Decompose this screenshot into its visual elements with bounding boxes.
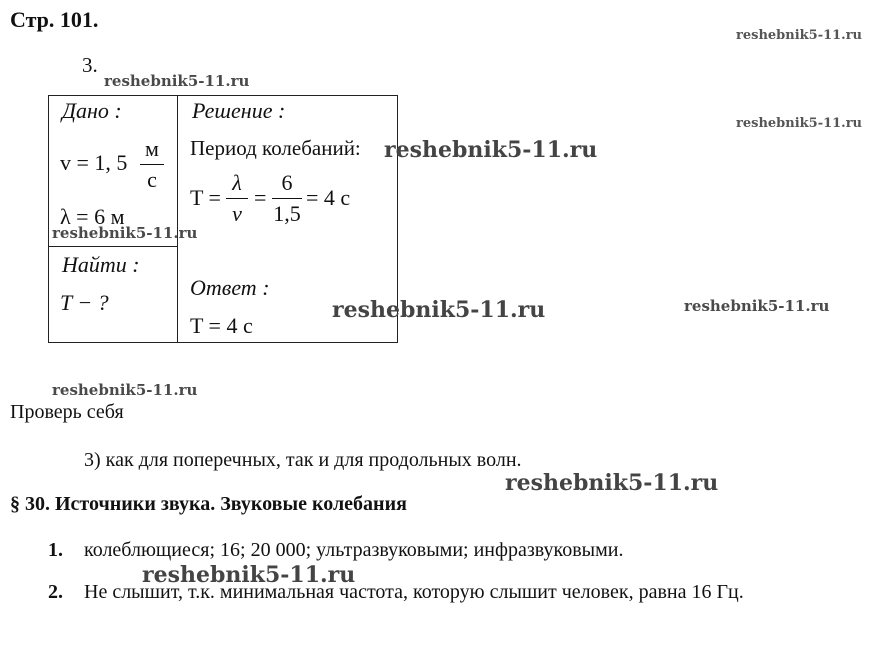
- fraction-bar: [226, 198, 248, 199]
- velocity-unit-fraction: [140, 136, 164, 193]
- list-item-text: колеблющиеся; 16; 20 000; ультразвуковыми; инфразвуковыми.: [84, 539, 624, 561]
- check-answer: 3) как для поперечных, так и для продольных волн.: [84, 449, 522, 471]
- check-title: Проверь себя: [10, 401, 124, 423]
- watermark: reshebnik5-11.ru: [384, 137, 598, 163]
- watermark: reshebnik5-11.ru: [505, 470, 719, 496]
- find-label: Найти :: [62, 252, 140, 277]
- watermark: reshebnik5-11.ru: [332, 297, 546, 323]
- formula-fraction-1: [226, 170, 248, 227]
- task-number: 3.: [82, 53, 98, 77]
- watermark: reshebnik5-11.ru: [684, 297, 830, 315]
- fraction-1-numerator: λ: [232, 170, 242, 195]
- list-item-number: 2.: [48, 581, 63, 603]
- watermark: reshebnik5-11.ru: [736, 116, 863, 131]
- section-title: § 30. Источники звука. Звуковые колебания: [10, 493, 407, 515]
- page-header: Стр. 101.: [10, 7, 99, 32]
- list-item-number: 1.: [48, 539, 63, 561]
- formula-result: = 4 с: [306, 185, 351, 210]
- table-divider-vertical: [177, 95, 178, 342]
- fraction-bar: [272, 198, 302, 199]
- fraction-2-numerator: 6: [281, 170, 293, 195]
- watermark: reshebnik5-11.ru: [52, 224, 198, 242]
- solution-label: Решение :: [192, 98, 286, 123]
- list-item-text: Не слышит, т.к. минимальная частота, которую слышит человек, равна 16 Гц.: [84, 581, 744, 603]
- watermark: reshebnik5-11.ru: [52, 381, 198, 399]
- velocity-unit-numerator: м: [145, 136, 159, 161]
- formula-fraction-2: [272, 170, 302, 227]
- formula-equals: =: [254, 185, 267, 210]
- answer-label: Ответ :: [190, 275, 270, 300]
- given-label: Дано :: [62, 98, 122, 123]
- table-divider-horizontal: [48, 246, 178, 247]
- fraction-1-denominator: v: [232, 201, 242, 226]
- fraction-bar: [140, 164, 164, 165]
- velocity-unit-denominator: с: [147, 167, 157, 192]
- solution-text: Период колебаний:: [190, 136, 361, 160]
- watermark: reshebnik5-11.ru: [736, 28, 863, 43]
- given-velocity: v = 1, 5: [60, 150, 128, 175]
- watermark: reshebnik5-11.ru: [142, 562, 356, 588]
- watermark: reshebnik5-11.ru: [104, 72, 250, 90]
- find-target: T − ?: [60, 290, 109, 315]
- given-wavelength: λ = 6 м: [60, 204, 125, 229]
- fraction-2-denominator: 1,5: [273, 201, 301, 226]
- answer-value: T = 4 с: [190, 313, 253, 338]
- formula-lhs: T =: [190, 185, 221, 210]
